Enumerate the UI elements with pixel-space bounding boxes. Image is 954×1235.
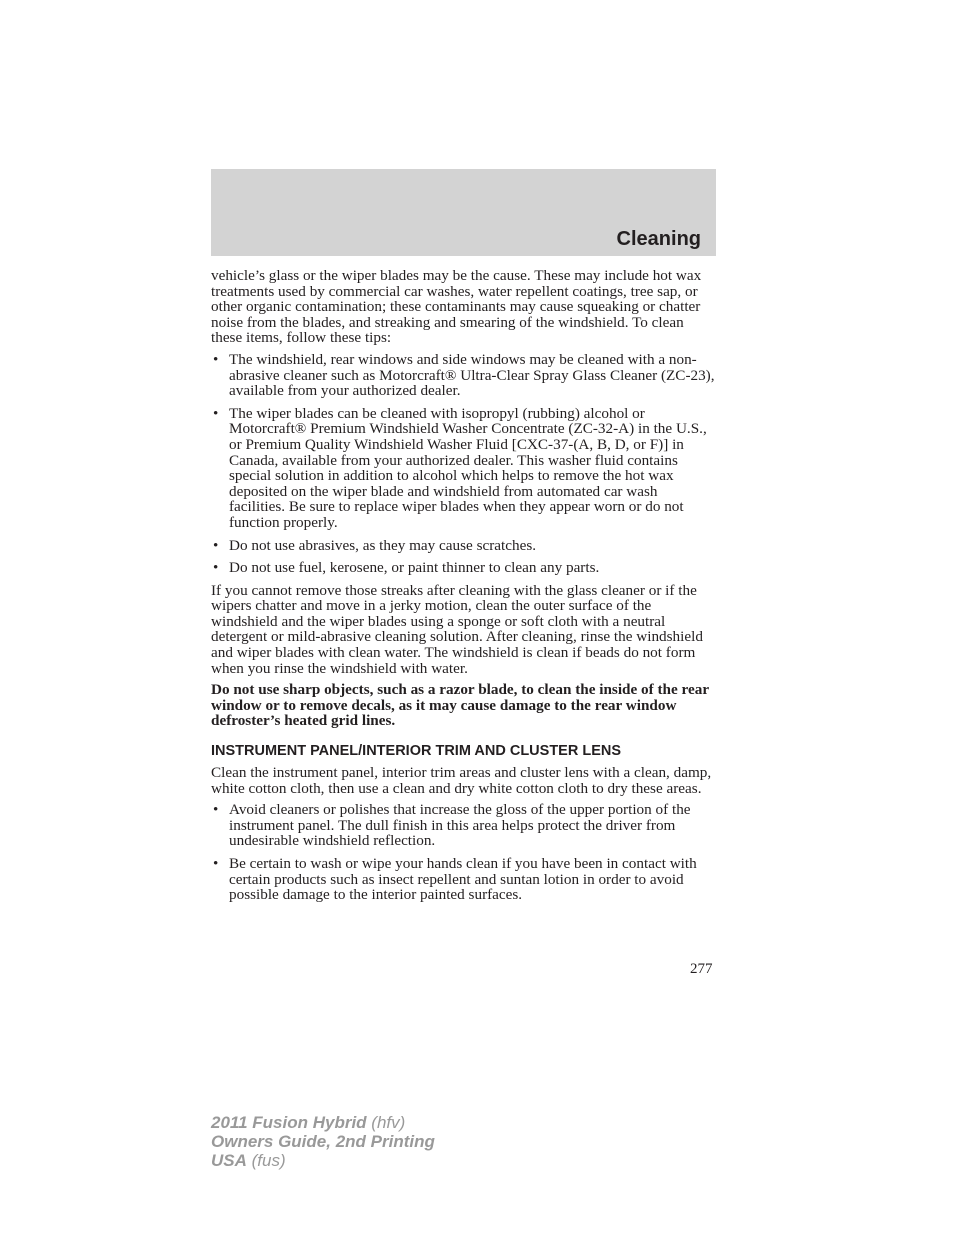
subheading: INSTRUMENT PANEL/INTERIOR TRIM AND CLUSTER LENS (211, 743, 622, 760)
list-item-text: Do not use abrasives, as they may cause scratches. (229, 536, 537, 554)
bullet: • (213, 801, 219, 819)
bullet: • (213, 404, 219, 422)
list-item (211, 802, 716, 849)
list-item (211, 406, 716, 531)
bullet: • (213, 350, 219, 368)
list-item (211, 352, 716, 399)
footer-guide-name: Owners Guide, 2nd Printing (211, 1132, 435, 1151)
streaks-paragraph: If you cannot remove those streaks after cleaning with the glass cleaner or if the wipers chatter and move in a jerky motion, clean the outer surface of the windshield and the wiper blades using a sponge or soft cloth with a neutral detergent or mild-abrasive cleaning solution. After cleaning, rinse the windshield and wiper blades with clean water. The windshield is clean if beads do not form when you rinse the windshield with water. (211, 581, 703, 677)
intro-paragraph: vehicle’s glass or the wiper blades may be the cause. These may include hot wax treatments used by commercial car washes, water repellent coatings, tree sap, or other organic contamination; these contaminants may cause squeaking or chatter noise from the blades, and streaking and smearing of the windshield. To clean these items, follow these tips: (211, 267, 702, 347)
list-item (211, 856, 716, 903)
footer-model-name: 2011 Fusion Hybrid (211, 1113, 367, 1132)
list-item (211, 538, 716, 554)
panel-tips-list (211, 802, 716, 903)
document-footer (211, 1113, 435, 1170)
list-item-text: Avoid cleaners or polishes that increase the gloss of the upper portion of the instrument panel. The dull finish in this area helps protect the driver from undesirable windshield reflection. (229, 801, 691, 850)
bullet: • (213, 855, 219, 872)
page-content (211, 268, 716, 910)
bullet: • (213, 536, 219, 554)
footer-line-guide (211, 1132, 435, 1151)
footer-region-code: (fus) (246, 1151, 286, 1170)
glass-tips-list (211, 352, 716, 576)
list-item-text: The windshield, rear windows and side windows may be cleaned with a non-abrasive cleaner such as Motorcraft® Ultra-Clear Spray Glass Cleaner (ZC-23), available from your authorized dealer. (229, 350, 715, 400)
warning-text: Do not use sharp objects, such as a razor blade, to clean the inside of the rear window or to remove decals, as it may cause damage to the rear window defroster’s heated grid lines. (211, 681, 709, 730)
section-title: Cleaning (616, 228, 701, 250)
list-item-text: The wiper blades can be cleaned with isopropyl (rubbing) alcohol or Motorcraft® Premium Windshield Washer Concentrate (ZC-32-A) in the U.S., or Premium Quality Windshield Washer Fluid [CXC-37-(A, B, D, or F)] in Canada, available from your authorized dealer. This washer fluid contains special solution in addition to alcohol which helps to remove the hot wax deposited on the wiper blade and windshield from automated car wash facilities. Be sure to replace wiper blades when they appear worn or do not function properly. (229, 404, 707, 531)
list-item (211, 560, 716, 576)
footer-line-region (211, 1151, 435, 1170)
page-number: 277 (690, 961, 713, 977)
footer-region: USA (211, 1151, 247, 1170)
list-item-text: Do not use fuel, kerosene, or paint thinner to clean any parts. (229, 559, 600, 577)
panel-paragraph: Clean the instrument panel, interior trim areas and cluster lens with a clean, damp, white cotton cloth, then use a clean and dry white cotton cloth to dry these areas. (211, 764, 712, 797)
footer-model-code: (hfv) (366, 1113, 406, 1132)
section-header-band (211, 169, 716, 256)
list-item-text: Be certain to wash or wipe your hands clean if you have been in contact with certain products such as insect repellent and suntan lotion in order to avoid possible damage to the interior painted surfaces. (229, 855, 697, 904)
footer-line-model (211, 1113, 435, 1132)
bullet: • (213, 559, 219, 577)
